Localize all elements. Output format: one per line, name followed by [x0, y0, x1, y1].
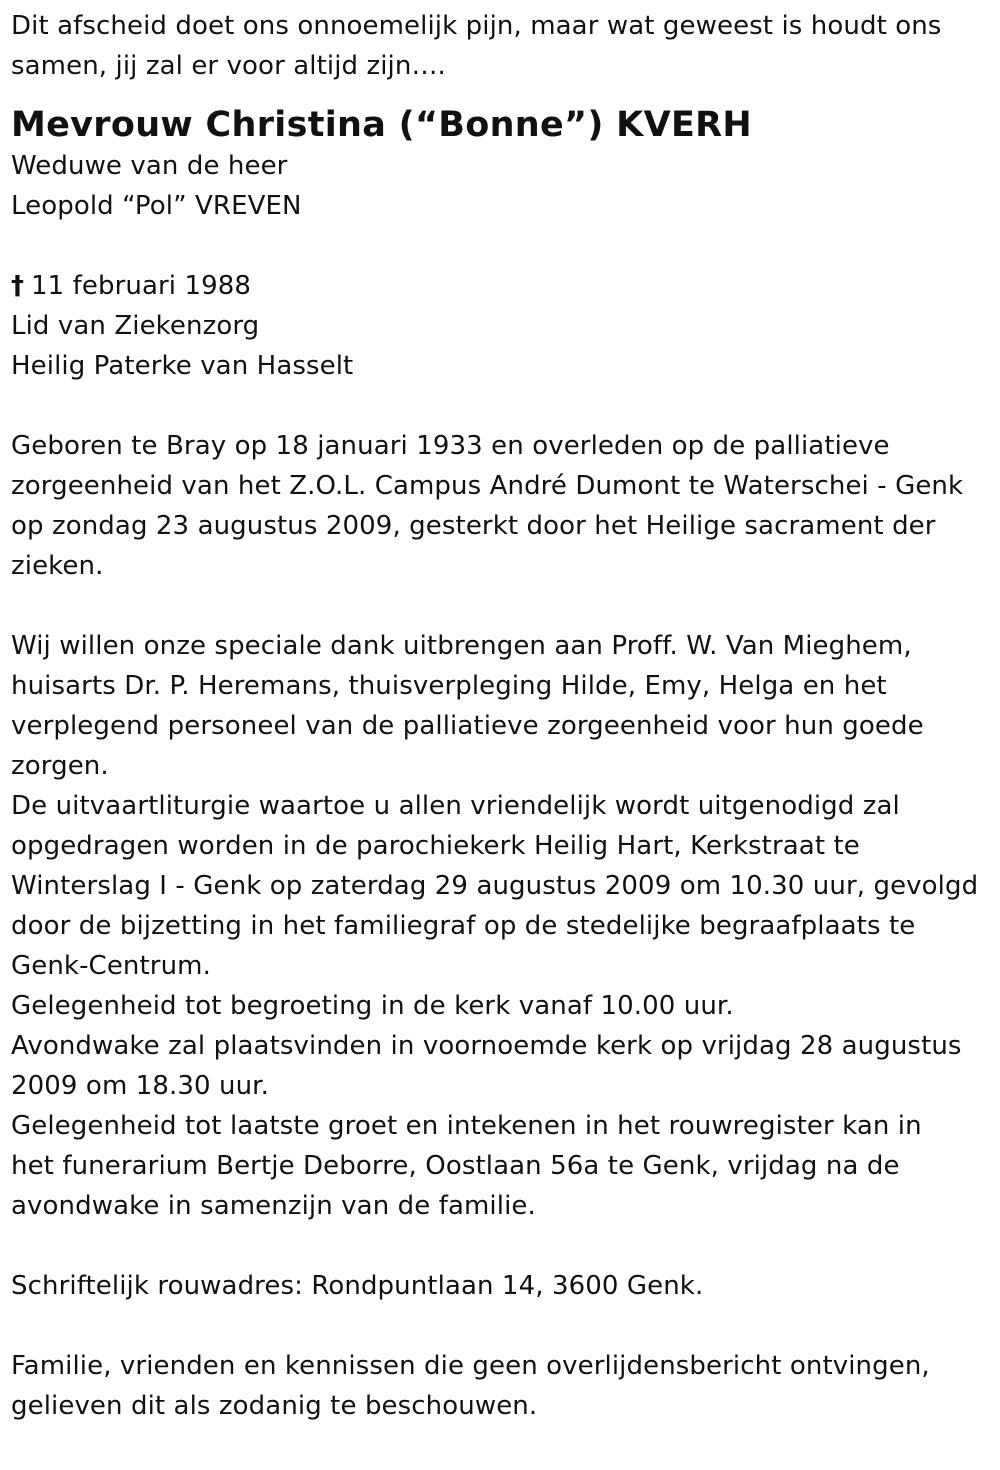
widow-of-paragraph — [11, 146, 996, 226]
details-line: Winterslag I - Genk op zaterdag 29 augustus 2009 om 10.30 uur, gevolgd — [11, 871, 979, 901]
details-line: Genk-Centrum. — [11, 951, 211, 981]
address-line: Schriftelijk rouwadres: Rondpuntlaan 14, 3600 Genk. — [11, 1271, 704, 1301]
deceased-name-block — [11, 105, 996, 145]
details-line: huisarts Dr. P. Heremans, thuisverpleging Hilde, Emy, Helga en het — [11, 671, 887, 701]
widow-of-line: Leopold “Pol” VREVEN — [11, 191, 302, 221]
birth-death-line: zieken. — [11, 551, 104, 581]
details-line: Avondwake zal plaatsvinden in voornoemde kerk op vrijdag 28 augustus — [11, 1031, 962, 1061]
spacer — [11, 1306, 996, 1346]
details-line: 2009 om 18.30 uur. — [11, 1071, 269, 1101]
memorial-date-line — [11, 266, 996, 306]
details-line: Gelegenheid tot begroeting in de kerk vanaf 10.00 uur. — [11, 991, 734, 1021]
details-line: Gelegenheid tot laatste groet en intekenen in het rouwregister kan in — [11, 1111, 922, 1141]
details-line: zorgen. — [11, 751, 109, 781]
details-line: Wij willen onze speciale dank uitbrengen aan Proff. W. Van Mieghem, — [11, 631, 912, 661]
details-line: opgedragen worden in de parochiekerk Heilig Hart, Kerkstraat te — [11, 831, 860, 861]
memorial-paragraph — [11, 266, 996, 386]
closing-paragraph — [11, 1346, 996, 1426]
intro-line: Dit afscheid doet ons onnoemelijk pijn, maar wat geweest is houdt ons — [11, 11, 942, 41]
details-line: door de bijzetting in het familiegraf op de stedelijke begraafplaats te — [11, 911, 916, 941]
spacer — [11, 586, 996, 626]
birth-death-line: Geboren te Bray op 18 januari 1933 en overleden op de palliatieve — [11, 431, 890, 461]
obituary-document — [11, 6, 996, 1426]
closing-line: gelieven dit als zodanig te beschouwen. — [11, 1391, 538, 1421]
cross-icon: † — [11, 271, 25, 301]
spacer — [11, 1226, 996, 1266]
details-line: De uitvaartliturgie waartoe u allen vriendelijk wordt uitgenodigd zal — [11, 791, 900, 821]
details-paragraph — [11, 626, 996, 1226]
memorial-date: 11 februari 1988 — [31, 271, 252, 301]
address-paragraph — [11, 1266, 996, 1306]
details-line: het funerarium Bertje Deborre, Oostlaan 56a te Genk, vrijdag na de — [11, 1151, 900, 1181]
spacer — [11, 226, 996, 266]
details-line: verplegend personeel van de palliatieve zorgeenheid voor hun goede — [11, 711, 924, 741]
memorial-line: Lid van Ziekenzorg — [11, 311, 260, 341]
birth-death-paragraph — [11, 426, 996, 586]
spacer — [11, 386, 996, 426]
widow-of-line: Weduwe van de heer — [11, 151, 288, 181]
closing-line: Familie, vrienden en kennissen die geen overlijdensbericht ontvingen, — [11, 1351, 930, 1381]
intro-line: samen, jij zal er voor altijd zijn…. — [11, 51, 446, 81]
intro-paragraph — [11, 6, 996, 86]
deceased-name: Mevrouw Christina (“Bonne”) KVERH — [11, 105, 753, 145]
memorial-line: Heilig Paterke van Hasselt — [11, 351, 354, 381]
details-line: avondwake in samenzijn van de familie. — [11, 1191, 536, 1221]
birth-death-line: op zondag 23 augustus 2009, gesterkt door het Heilige sacrament der — [11, 511, 936, 541]
birth-death-line: zorgeenheid van het Z.O.L. Campus André Dumont te Waterschei - Genk — [11, 471, 964, 501]
